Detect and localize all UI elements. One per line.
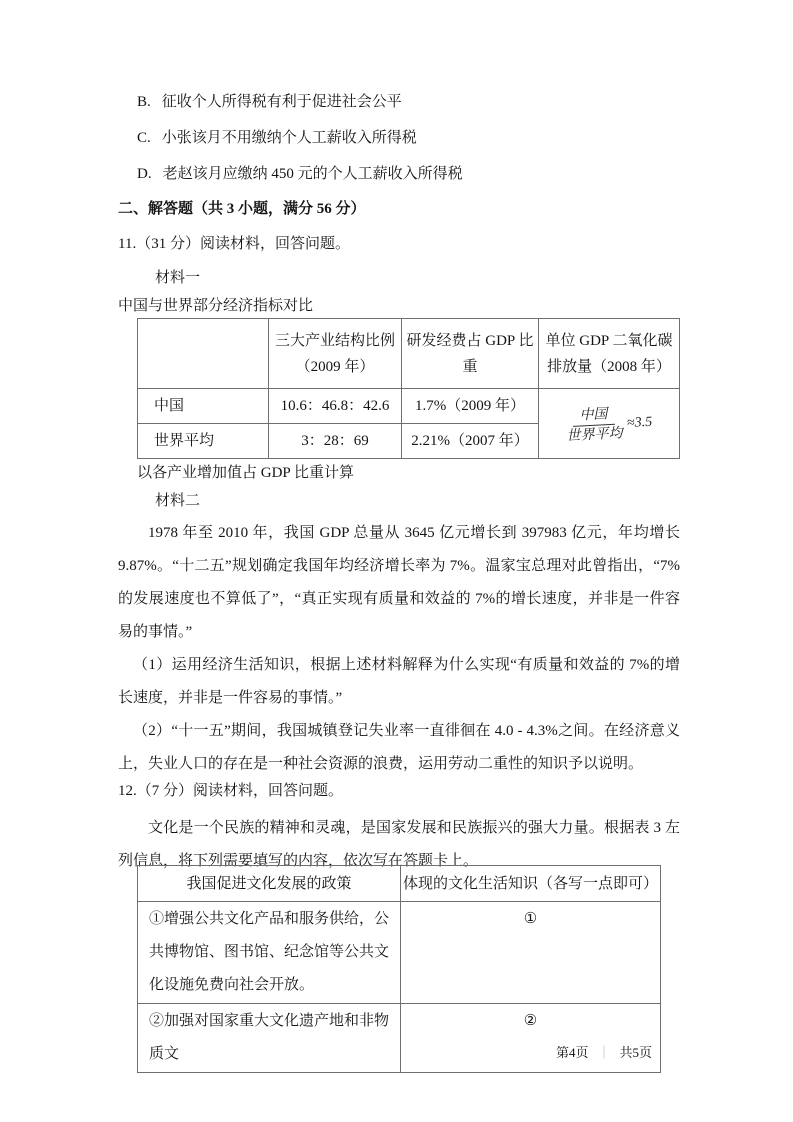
q11-material2-label: 材料二: [155, 493, 201, 509]
t1-header-rd-gdp: 研发经费占 GDP 比重: [402, 319, 539, 389]
t1-china-rd: 1.7%（2009 年）: [402, 389, 539, 424]
t1-china-industry: 10.6：46.8：42.6: [269, 389, 402, 424]
footer-total-pages: 共5页: [619, 1045, 653, 1060]
t1-carbon-ratio-cell: [539, 389, 680, 459]
q12-intro: 文化是一个民族的精神和灵魂，是国家发展和民族振兴的强大力量。根据表 3 左列信息，将下列需要填写的内容，依次写在答题卡上。: [118, 820, 680, 869]
t2-policy-row1: ①增强公共文化产品和服务供给，公共博物馆、图书馆、纪念馆等公共文化设施免费向社会开放。: [138, 902, 401, 1004]
t1-header-industry-structure: 三大产业结构比例（2009 年）: [269, 319, 402, 389]
t2-answer-row1: ①: [401, 902, 661, 1004]
t1-header-carbon: 单位 GDP 二氧化碳排放量（2008 年）: [539, 319, 680, 389]
carbon-ratio-fraction: [565, 404, 653, 445]
q11-table-note: 以各产业增加值占 GDP 比重计算: [137, 465, 354, 481]
t2-header-policy: 我国促进文化发展的政策: [138, 866, 401, 902]
option-c: [137, 128, 417, 148]
t1-row-world-label: 世界平均: [138, 424, 269, 459]
option-d-text: 老赵该月应缴纳 450 元的个人工薪收入所得税: [162, 166, 463, 182]
fraction-denominator: 世界平均: [566, 426, 623, 445]
q11-subquestion-1: （1）运用经济生活知识，根据上述材料解释为什么实现“有质量和效益的 7%的增长速度，并非是一件容易的事情。”: [118, 657, 680, 706]
fraction-numerator: 中国: [572, 406, 615, 427]
option-c-text: 小张该月不用缴纳个人工薪收入所得税: [161, 130, 417, 146]
option-b-label: B.: [137, 94, 151, 110]
t1-world-rd: 2.21%（2007 年）: [402, 424, 539, 459]
q11-material2-text: 1978 年至 2010 年，我国 GDP 总量从 3645 亿元增长到 397983 亿元，年均增长 9.87%。“十二五”规划确定我国年均经济增长率为 7%。温家宝总理对此曾指出，“7%的发展速度也不算低了”，“真正实现有质量和效益的 7%的增长速度，并非是一件容易的事情。”: [118, 525, 680, 640]
q11-stem: 11.（31 分）阅读材料，回答问题。: [118, 236, 350, 252]
q12-stem: 12.（7 分）阅读材料，回答问题。: [118, 783, 344, 799]
t1-corner-cell: [138, 319, 269, 389]
section-heading: 二、解答题（共 3 小题，满分 56 分）: [118, 201, 366, 217]
option-c-label: C.: [137, 130, 151, 146]
t2-policy-row2: ②加强对国家重大文化遗产地和非物质文: [138, 1004, 401, 1073]
option-b: [137, 92, 402, 112]
option-d-label: D.: [137, 166, 152, 182]
culture-policy-table: [137, 865, 661, 1073]
footer-separator: ｜: [597, 1045, 611, 1060]
page-footer: [556, 1045, 652, 1061]
fraction-value: ≈3.5: [626, 414, 653, 431]
q11-material1-label: 材料一: [155, 270, 201, 286]
t1-row-china-label: 中国: [138, 389, 269, 424]
t2-header-knowledge: 体现的文化生活知识（各写一点即可）: [401, 866, 661, 902]
economic-indicators-table: [137, 318, 680, 459]
fraction-stack: [565, 405, 623, 445]
t1-world-industry: 3：28：69: [269, 424, 402, 459]
footer-page-number: 第4页: [556, 1045, 589, 1060]
t2-answer-row2: ②: [401, 1004, 661, 1073]
q11-subquestion-2: （2）“十一五”期间，我国城镇登记失业率一直徘徊在 4.0 - 4.3%之间。在经济意义上，失业人口的存在是一种社会资源的浪费，运用劳动二重性的知识予以说明。: [118, 723, 680, 772]
option-b-text: 征收个人所得税有利于促进社会公平: [161, 94, 402, 110]
option-d: [137, 164, 463, 184]
q11-table-caption: 中国与世界部分经济指标对比: [118, 298, 314, 314]
